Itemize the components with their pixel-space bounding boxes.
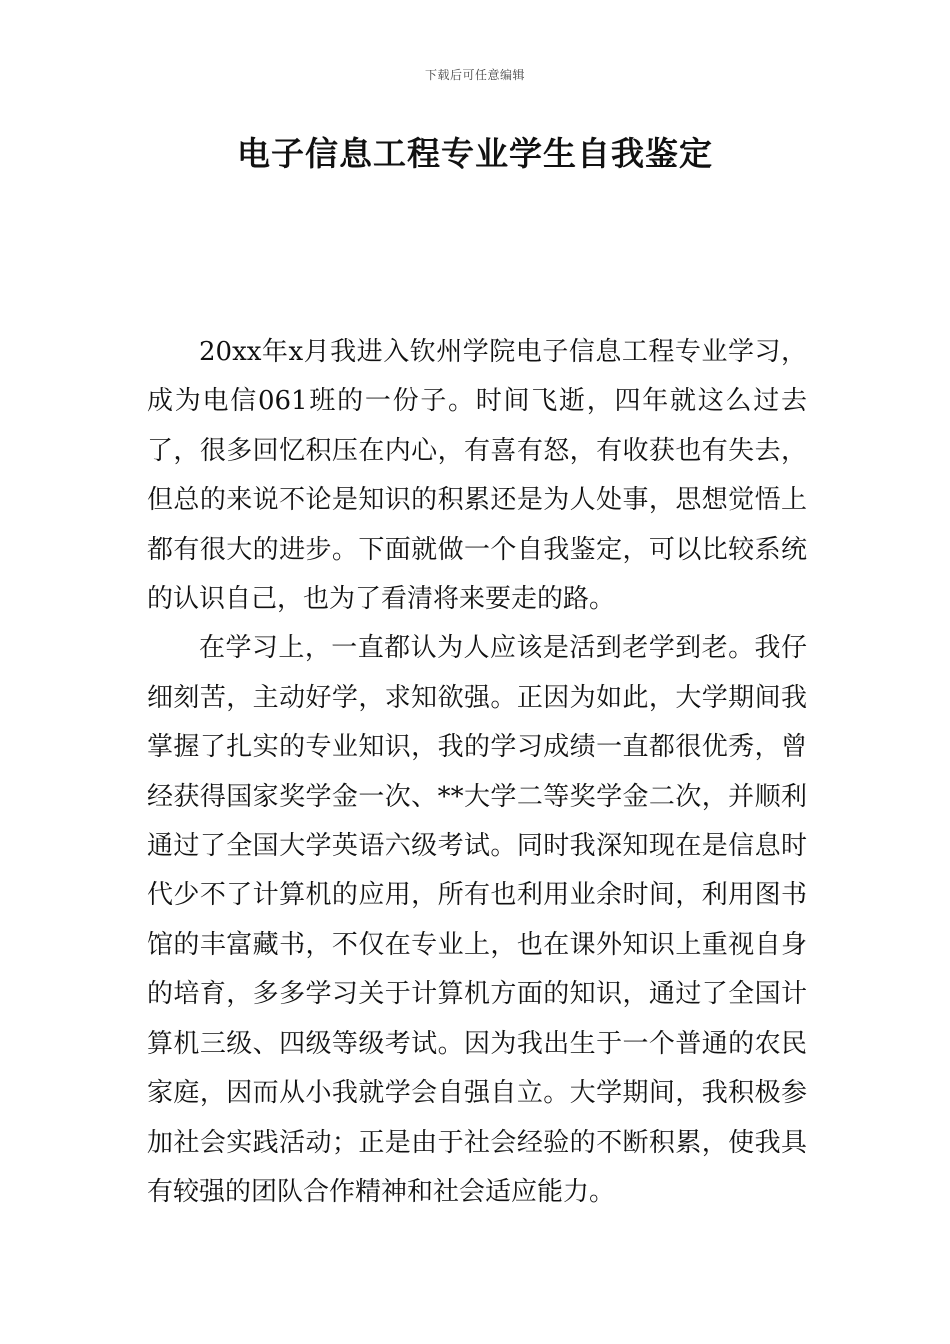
header-note: 下载后可任意编辑 [424, 68, 525, 82]
document-body [147, 328, 807, 1217]
paragraph-intro: 20xx年x月我进入钦州学院电子信息工程专业学习，成为电信061班的一份子。时间飞逝，四年就这么过去了，很多回忆积压在内心，有喜有怒，有收获也有失去，但总的来说不论是知识的积累还是为人处事，思想觉悟上都有很大的进步。下面就做一个自我鉴定，可以比较系统的认识自己，也为了看清将来要走的路。 [147, 337, 807, 615]
document-title: 电子信息工程专业学生自我鉴定 [237, 134, 713, 173]
paragraph-study: 在学习上，一直都认为人应该是活到老学到老。我仔细刻苦，主动好学，求知欲强。正因为如此，大学期间我掌握了扎实的专业知识，我的学习成绩一直都很优秀，曾经获得国家奖学金一次、**大学二等奖学金二次，并顺利通过了全国大学英语六级考试。同时我深知现在是信息时代少不了计算机的应用，所有也利用业余时间，利用图书馆的丰富藏书，不仅在专业上，也在课外知识上重视自身的培育，多多学习关于计算机方面的知识，通过了全国计算机三级、四级等级考试。因为我出生于一个普通的农民家庭，因而从小我就学会自强自立。大学期间，我积极参加社会实践活动；正是由于社会经验的不断积累，使我具有较强的团队合作精神和社会适应能力。 [147, 633, 807, 1207]
